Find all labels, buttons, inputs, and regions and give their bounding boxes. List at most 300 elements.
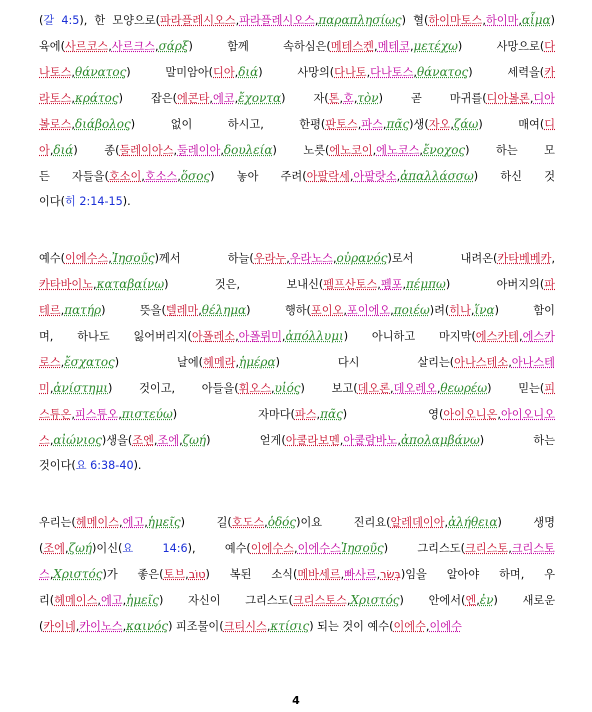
text-run: ,	[357, 118, 362, 131]
lexical-form: 이에수스	[297, 542, 341, 555]
text-run: ,	[476, 594, 480, 607]
text-run: ,	[551, 252, 555, 265]
text-run: ) 날에(	[114, 356, 204, 369]
text-run: ) 종(	[73, 144, 120, 157]
text-run: ) 아버지의(	[445, 278, 545, 291]
text-run: ) 놓아 주려(	[210, 170, 307, 183]
greek-word: πᾶς	[320, 407, 343, 421]
text-run: ,	[497, 408, 501, 421]
text-run: ,	[518, 14, 522, 27]
transliteration: 나토스	[39, 66, 72, 79]
text-run: ) 하는	[479, 434, 555, 447]
text-run: ) 영(	[342, 408, 444, 421]
text-run: ,	[235, 14, 240, 27]
lexical-form: 둘레이아	[177, 144, 221, 157]
text-run: ,	[343, 304, 347, 317]
text-run: ,	[294, 542, 298, 555]
text-run: ,	[108, 40, 112, 53]
text-run: 며, 하나도 잃어버리지(	[39, 330, 192, 343]
text-run: )생을(	[101, 434, 133, 447]
transliteration: 아팔락세	[306, 170, 350, 183]
transliteration: 미	[39, 382, 50, 395]
text-run: ) 되는 것이 예수(	[309, 620, 394, 633]
text-run: ,	[444, 516, 449, 529]
text-line	[39, 453, 555, 479]
transliteration: 카타바이노	[39, 278, 94, 291]
transliteration: 히나	[449, 304, 471, 317]
transliteration: 피	[544, 382, 555, 395]
text-line	[39, 245, 555, 271]
text-line	[39, 271, 555, 297]
lexical-form: 디아	[533, 92, 555, 105]
text-run: )가 좋은(	[102, 568, 164, 581]
greek-word: ἀλήθεια	[448, 515, 498, 529]
text-run: ) 말미암아(	[126, 66, 214, 79]
greek-word: πᾶς	[386, 117, 410, 131]
text-run: ) 없이 하시고, 한평(	[130, 118, 326, 131]
greek-word: ὅσος	[180, 169, 211, 183]
text-line	[39, 587, 555, 613]
text-run: ,	[396, 170, 401, 183]
transliteration: 로스	[39, 356, 61, 369]
greek-word: δουλεία	[223, 143, 273, 157]
greek-word: θάνατος	[416, 65, 469, 79]
transliteration: 다나토	[334, 66, 367, 79]
text-run: ) 복된 소식(	[205, 568, 298, 581]
text-run: ), 한 모양으로(	[79, 14, 160, 27]
lexical-form: 조에	[157, 434, 180, 447]
greek-word: ποιέω	[393, 303, 430, 317]
text-run: ,	[374, 40, 378, 53]
transliteration: 사르코스	[64, 40, 109, 53]
lexical-form: 에코	[212, 92, 235, 105]
text-run: ,	[390, 382, 394, 395]
text-run: 이다(	[39, 195, 65, 208]
lexical-form: 에스카	[522, 330, 555, 343]
greek-word: ἵνα	[474, 303, 495, 317]
text-run: ) 길(	[180, 516, 232, 529]
greek-word: ἔχοντα	[238, 91, 282, 105]
transliteration: 판토스	[325, 118, 358, 131]
text-run: ,	[71, 92, 75, 105]
transliteration: 카이네	[43, 620, 76, 633]
text-line	[39, 613, 555, 639]
lexical-form: 파스	[361, 118, 383, 131]
text-run: ,	[177, 170, 181, 183]
scripture-reference: 요 6:38-40	[75, 459, 134, 472]
text-run: ,	[49, 144, 54, 157]
text-run: ) 세력을(	[468, 66, 545, 79]
text-run: ) 믿는(	[487, 382, 545, 395]
transliteration: 에콘타	[176, 92, 210, 105]
greek-word: ἀπολαμβάνω	[400, 433, 480, 447]
text-run: ) 행하(	[246, 304, 311, 317]
text-run: ,	[97, 594, 101, 607]
transliteration: 메바세르	[297, 568, 341, 581]
text-run: ,	[119, 516, 123, 529]
transliteration: 이에수스	[250, 542, 295, 555]
transliteration: 아	[39, 144, 50, 157]
transliteration: 헤메이스	[75, 516, 120, 529]
text-run: ) 다시 살리는(	[275, 356, 455, 369]
greek-word: πατήρ	[64, 303, 102, 317]
text-run: ,	[425, 620, 430, 633]
text-run: ) 자(	[281, 92, 329, 105]
text-run: ) 자신이 그리스도(	[159, 594, 293, 607]
text-line	[39, 137, 555, 163]
greek-word: πιστεύω	[121, 407, 173, 421]
text-run: ,	[402, 278, 407, 291]
text-run: ,	[382, 118, 387, 131]
text-run: ) 혈(	[401, 14, 429, 27]
paragraph	[39, 7, 555, 215]
transliteration: 데오론	[357, 382, 391, 395]
text-run: ,	[339, 92, 344, 105]
text-run: ,	[316, 408, 321, 421]
lexical-form: 사르크스	[111, 40, 156, 53]
text-run: ,	[71, 408, 75, 421]
text-run: ,	[220, 144, 224, 157]
greek-word: οὐρανός	[336, 251, 388, 265]
text-run: ,	[60, 356, 65, 369]
transliteration: 둘레이아스	[119, 144, 174, 157]
text-run: ) 곧 마귀를(	[378, 92, 487, 105]
lexical-form: 에고	[100, 594, 123, 607]
greek-word: αἷμα	[521, 13, 551, 27]
text-run: ) 잡은(	[118, 92, 177, 105]
text-run: ,	[234, 66, 239, 79]
text-run: ,	[179, 434, 183, 447]
text-run: 든 자들을(	[39, 170, 109, 183]
transliteration: 에노코이	[329, 144, 373, 157]
text-run: ,	[49, 568, 54, 581]
lexical-form: 하이마	[485, 14, 519, 27]
text-run: ,	[508, 356, 512, 369]
page-number: 4	[292, 694, 300, 707]
text-run: ) 사망의(	[258, 66, 335, 79]
text-run: ) 새로운	[493, 594, 555, 607]
lexical-form: 크리스토	[511, 542, 555, 555]
text-run: ) 안에서(	[399, 594, 466, 607]
greek-word: πέμπω	[406, 277, 446, 291]
text-run: ,	[49, 434, 54, 447]
transliteration: 우라누	[253, 252, 287, 265]
lexical-form: 스	[39, 568, 50, 581]
text-run: ,	[349, 170, 354, 183]
text-run: ) 피조물이(	[168, 620, 224, 633]
greek-word: σάρξ	[158, 39, 189, 53]
lexical-form: 아나스테	[511, 356, 555, 369]
text-line	[39, 349, 555, 375]
greek-word: ἡμεῖς	[147, 515, 181, 529]
transliteration: 다	[544, 40, 555, 53]
transliteration: 크티시스	[223, 620, 267, 633]
transliteration: בְּשׂר	[380, 568, 401, 581]
text-run: ,	[118, 408, 122, 421]
transliteration: 아폴레소	[191, 330, 236, 343]
text-line	[39, 33, 555, 59]
text-run: ,	[372, 144, 377, 157]
greek-word: ἀπαλλάσσω	[400, 169, 474, 183]
text-run: ,	[353, 92, 358, 105]
text-run: 우리는(	[39, 516, 76, 529]
text-run: ,	[436, 382, 441, 395]
transliteration: 디	[544, 118, 555, 131]
text-run: )임을 알아야 하며, 우	[400, 568, 555, 581]
transliteration: 이에수스	[64, 252, 109, 265]
lexical-form: 아팔랏소	[353, 170, 397, 183]
transliteration: 휘오스	[238, 382, 272, 395]
lexical-form: 아폴뤼미	[238, 330, 282, 343]
greek-word: παραπλησίως	[318, 13, 402, 27]
transliteration: 조에	[43, 542, 65, 555]
text-run: (	[39, 620, 44, 633]
transliteration: 카타베베카	[497, 252, 552, 265]
transliteration: 헤메이스	[54, 594, 98, 607]
text-run: ,	[144, 516, 148, 529]
text-run: ,	[75, 620, 80, 633]
transliteration: 포이오	[310, 304, 344, 317]
greek-word: μετέχω	[413, 39, 458, 53]
scripture-reference: 요 14:6	[122, 542, 188, 555]
text-run: ,	[71, 118, 75, 131]
text-run: (	[39, 14, 44, 27]
lexical-form: 이에수	[429, 620, 462, 633]
text-line	[39, 509, 555, 535]
text-run: ,	[49, 382, 54, 395]
greek-word: Χριστός	[350, 593, 400, 607]
transliteration: 파	[544, 278, 555, 291]
lexical-form: 카이노스	[79, 620, 123, 633]
lexical-form: 다나토스	[370, 66, 414, 79]
text-run: ,	[346, 594, 351, 607]
text-run: )생(	[409, 118, 429, 131]
transliteration: 볼로스	[39, 118, 72, 131]
greek-word: ζάω	[453, 117, 479, 131]
greek-word: ἐν	[479, 593, 494, 607]
text-run: ,	[397, 434, 401, 447]
text-run: ,	[65, 542, 69, 555]
text-line	[39, 401, 555, 427]
text-run: ,	[332, 252, 337, 265]
transliteration: 파스	[294, 408, 317, 421]
text-run: ,	[470, 304, 475, 317]
text-run: ,	[377, 278, 381, 291]
text-run: ) 하신 것	[473, 170, 555, 183]
text-run: )	[550, 14, 555, 27]
text-run: (	[39, 542, 44, 555]
text-run: ,	[185, 568, 189, 581]
text-run: ,	[155, 40, 159, 53]
text-run: ) 그리스도(	[383, 542, 465, 555]
lexical-form: 메테코	[377, 40, 410, 53]
transliteration: 파라플레시오스	[159, 14, 236, 27]
text-run: ,	[508, 542, 512, 555]
text-run: ,	[419, 144, 423, 157]
text-run: ,	[529, 92, 534, 105]
greek-word: θεωρέω	[440, 381, 488, 395]
text-run: 것이다(	[39, 459, 76, 472]
greek-word: ὁδός	[267, 515, 297, 529]
greek-word: ἔνοχος	[422, 143, 466, 157]
text-run: ,	[266, 620, 271, 633]
greek-word: αἰώνιος	[53, 433, 102, 447]
lexical-form: 아이오니오	[500, 408, 555, 421]
text-run: ,	[60, 304, 65, 317]
greek-word: ἀνίστημι	[53, 381, 109, 395]
greek-word: Χριστός	[53, 567, 103, 581]
text-line	[39, 85, 555, 111]
greek-word: τὸν	[357, 91, 379, 105]
text-run: ,	[235, 330, 239, 343]
transliteration: 아쿨라보멘	[285, 434, 340, 447]
greek-word: ἡμεῖς	[126, 593, 160, 607]
transliteration: 스	[39, 434, 50, 447]
transliteration: 스튜온	[39, 408, 72, 421]
greek-word: ζωή	[182, 433, 207, 447]
text-run: ) 것이고, 아들을(	[108, 382, 239, 395]
transliteration: 조엔	[132, 434, 154, 447]
transliteration: 크리스토	[464, 542, 509, 555]
text-run: ,	[519, 330, 523, 343]
paragraph	[39, 245, 555, 479]
paragraph	[39, 509, 555, 639]
transliteration: 테르	[39, 304, 61, 317]
greek-word: θέλημα	[201, 303, 247, 317]
transliteration: 하이마토스	[428, 14, 483, 27]
transliteration: 디아	[213, 66, 235, 79]
greek-word: ἀπόλλυμι	[285, 329, 344, 343]
transliteration: 에스카테	[475, 330, 519, 343]
greek-word: Ἰησοῦς	[111, 251, 155, 265]
text-run: 리(	[39, 594, 55, 607]
text-run: ,	[340, 568, 345, 581]
transliteration: טוֹב	[188, 568, 206, 581]
text-run: )께서 하늘(	[154, 252, 254, 265]
text-run: ) 노릇(	[272, 144, 330, 157]
transliteration: 호소이	[108, 170, 142, 183]
greek-word: καταβαίνω	[96, 277, 165, 291]
text-line	[39, 323, 555, 349]
text-run: ,	[482, 14, 486, 27]
greek-word: διάβολος	[74, 117, 131, 131]
text-run: ,	[209, 92, 213, 105]
greek-word: Ἰησοῦς	[340, 541, 384, 555]
transliteration: 텔레마	[165, 304, 199, 317]
text-run: ).	[122, 195, 131, 208]
transliteration: 아이오니온	[443, 408, 498, 421]
lexical-form: 데오레오	[393, 382, 437, 395]
transliteration: 라토스	[39, 92, 72, 105]
greek-word: διά	[238, 65, 259, 79]
transliteration: 호도스	[231, 516, 265, 529]
text-line	[39, 427, 555, 453]
greek-word: ζωή	[68, 541, 93, 555]
text-line	[39, 561, 555, 587]
transliteration: 자오	[428, 118, 451, 131]
text-line	[39, 375, 555, 401]
text-run: ) 자마다(	[172, 408, 295, 421]
text-run: 육에(	[39, 40, 65, 53]
text-run: ) 아니하고 마지막(	[343, 330, 476, 343]
greek-word: διά	[53, 143, 74, 157]
text-line	[39, 297, 555, 323]
transliteration: 카	[544, 66, 555, 79]
transliteration: 아나스테소	[454, 356, 509, 369]
text-run: ,	[409, 40, 414, 53]
text-run: ,	[93, 278, 97, 291]
transliteration: 톤	[328, 92, 340, 105]
text-line	[39, 535, 555, 561]
greek-word: κράτος	[74, 91, 119, 105]
text-run: ,	[450, 118, 454, 131]
scripture-reference: 갈 4:5	[43, 14, 80, 27]
lexical-form: 에고	[122, 516, 145, 529]
text-run: ).	[133, 459, 142, 472]
transliteration: 헤메라	[203, 356, 236, 369]
text-run: ,	[271, 382, 275, 395]
transliteration: 디아볼론	[486, 92, 530, 105]
text-run: ,	[286, 252, 290, 265]
text-run: ,	[264, 516, 268, 529]
text-run: ) 생명	[497, 516, 555, 529]
greek-word: θάνατος	[74, 65, 127, 79]
text-run: ,	[198, 304, 202, 317]
transliteration: 메테스켄	[330, 40, 374, 53]
text-run: ,	[234, 92, 239, 105]
text-run: ,	[122, 594, 127, 607]
text-run: ) 하는 모	[465, 144, 555, 157]
text-line	[39, 7, 555, 33]
text-run: ,	[173, 144, 178, 157]
lexical-form: 우라노스	[289, 252, 333, 265]
text-run: ,	[153, 434, 158, 447]
lexical-form: 에노코스	[376, 144, 420, 157]
greek-word: καινός	[126, 619, 169, 633]
lexical-form: 아쿨람바노	[343, 434, 398, 447]
text-run: ,	[339, 434, 344, 447]
text-run: ,	[390, 304, 394, 317]
text-run: )이신(	[92, 542, 123, 555]
greek-word: υἱός	[274, 381, 301, 395]
text-run: ,	[235, 356, 239, 369]
text-run: ,	[413, 66, 417, 79]
lexical-form: 피스튜오	[74, 408, 119, 421]
text-run: ,	[281, 330, 286, 343]
text-run: )려(	[429, 304, 450, 317]
transliteration: 이에수	[393, 620, 426, 633]
text-run: ,	[376, 568, 381, 581]
text-run: ) 것은, 보내신(	[164, 278, 324, 291]
text-line	[39, 163, 555, 189]
text-run: 예수(	[39, 252, 65, 265]
text-run: ) 함께 속하심은(	[188, 40, 331, 53]
lexical-form: 호	[343, 92, 354, 105]
text-line	[39, 59, 555, 85]
scripture-reference: 히 2:14-15	[64, 195, 123, 208]
text-run: ), 예수(	[187, 542, 251, 555]
text-run: )이요 진리요(	[296, 516, 391, 529]
lexical-form: 파라플레시오스	[239, 14, 315, 27]
lexical-form: 펨포	[380, 278, 403, 291]
text-run: ,	[366, 66, 371, 79]
greek-word: ἔσχατος	[64, 355, 115, 369]
text-run: ,	[141, 170, 145, 183]
text-run: ) 함이	[494, 304, 555, 317]
transliteration: 펨프산토스	[323, 278, 378, 291]
transliteration: 크리스토스	[292, 594, 347, 607]
transliteration: 엔	[465, 594, 477, 607]
